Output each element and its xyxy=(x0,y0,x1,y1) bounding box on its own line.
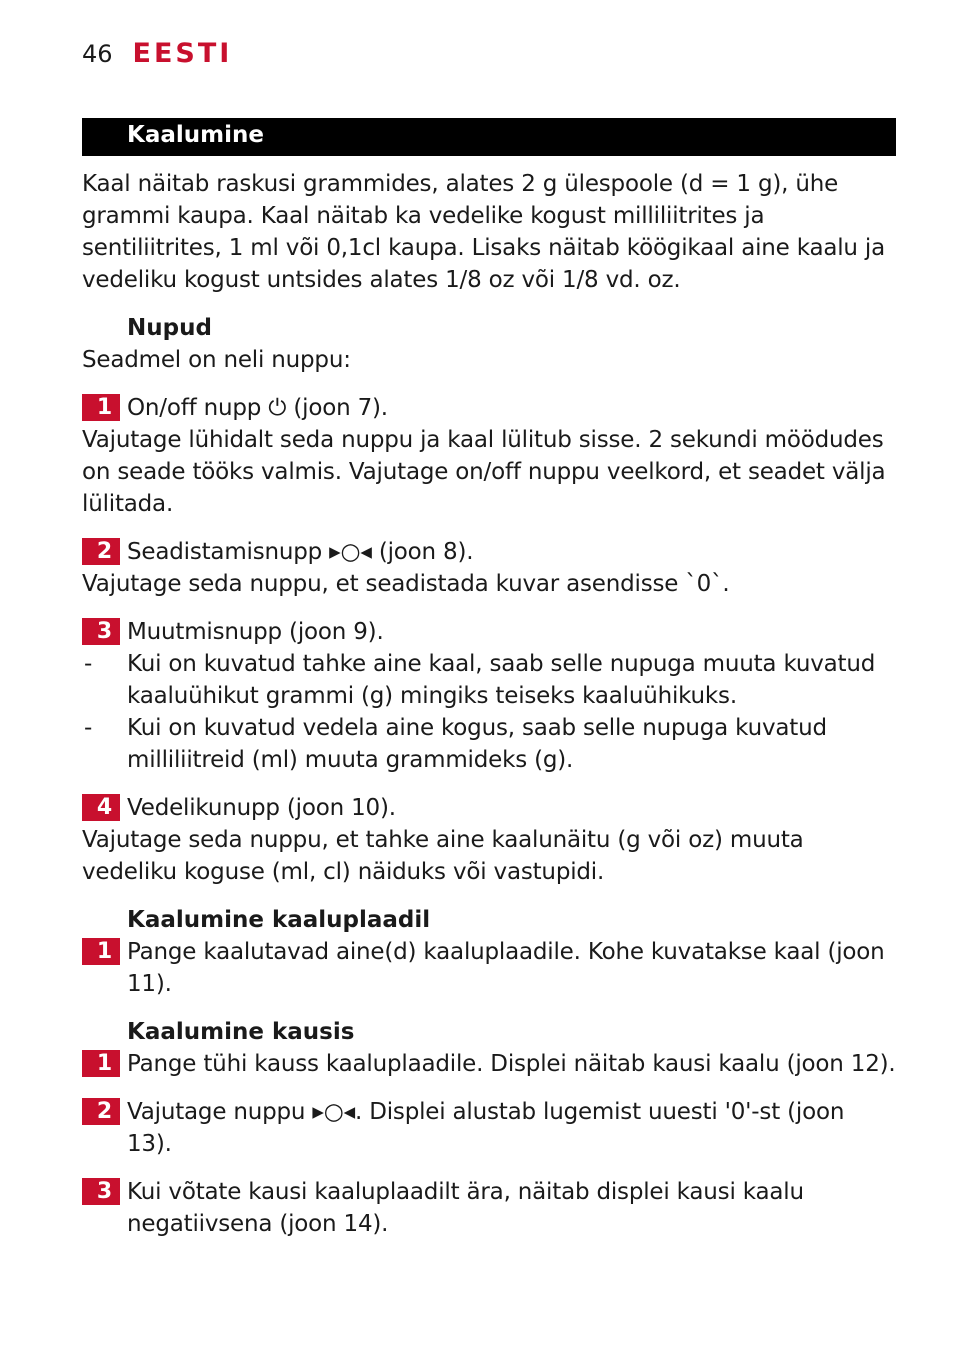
step-label: Seadistamisnupp ▸○◂ (joon 8). xyxy=(127,539,474,565)
step-number: 1 xyxy=(82,938,120,965)
step-number: 1 xyxy=(82,394,120,421)
buttons-heading: Nupud xyxy=(127,315,212,341)
list-item: - Kui on kuvatud tahke aine kaal, saab selle nupuga muuta kuvatud kaaluühikut grammi (g) mingiks teiseks kaaluühikuks. xyxy=(82,648,896,712)
bowl-heading: Kaalumine kausis xyxy=(127,1019,355,1045)
step-label: On/off nupp ⏻ (joon 7). xyxy=(127,395,388,421)
step-text: Vajutage nuppu ▸○◂. Displei alustab lugemist uuesti '0'-st (joon 13). xyxy=(127,1099,845,1157)
step-description: Vajutage lühidalt seda nuppu ja kaal lülitub sisse. 2 sekundi möödudes on seade tööks valmis. Vajutage on/off nuppu veelkord, et seadet välja lülitada. xyxy=(82,427,886,517)
step-description: Vajutage seda nuppu, et seadistada kuvar asendisse `0`. xyxy=(82,571,730,597)
page-header xyxy=(82,38,232,72)
buttons-intro: Seadmel on neli nuppu: xyxy=(82,347,351,373)
button-step-4 xyxy=(82,792,896,824)
list-item-text: Kui on kuvatud vedela aine kogus, saab selle nupuga kuvatud milliliitreid (ml) muuta grammideks (g). xyxy=(127,715,827,773)
step-number: 4 xyxy=(82,794,120,821)
plate-heading: Kaalumine kaaluplaadil xyxy=(127,907,431,933)
step-number: 2 xyxy=(82,538,120,565)
section-title-bar xyxy=(82,118,896,156)
plate-step-1 xyxy=(82,936,896,1000)
list-item: - Kui on kuvatud vedela aine kogus, saab selle nupuga kuvatud milliliitreid (ml) muuta grammideks (g). xyxy=(82,712,896,776)
step-number: 3 xyxy=(82,618,120,645)
button-step-3 xyxy=(82,616,896,648)
step-label: Vedelikunupp (joon 10). xyxy=(127,795,396,821)
button-step-1 xyxy=(82,392,896,424)
step-number: 2 xyxy=(82,1098,120,1125)
language-label: EESTI xyxy=(132,38,233,69)
step-label: Muutmisnupp (joon 9). xyxy=(127,619,384,645)
step-description: Vajutage seda nuppu, et tahke aine kaalunäitu (g või oz) muuta vedeliku koguse (ml, cl) näiduks või vastupidi. xyxy=(82,827,804,885)
list-item-text: Kui on kuvatud tahke aine kaal, saab selle nupuga muuta kuvatud kaaluühikut grammi (g) mingiks teiseks kaaluühikuks. xyxy=(127,651,876,709)
button-step-2 xyxy=(82,536,896,568)
step-text: Kui võtate kausi kaaluplaadilt ära, näitab displei kausi kaalu negatiivsena (joon 14). xyxy=(127,1179,804,1237)
step-number: 3 xyxy=(82,1178,120,1205)
bowl-step-2 xyxy=(82,1096,896,1160)
step-number: 1 xyxy=(82,1050,120,1077)
step-text: Pange tühi kauss kaaluplaadile. Displei näitab kausi kaalu (joon 12). xyxy=(127,1051,896,1077)
bowl-step-3 xyxy=(82,1176,896,1240)
step-text: Pange kaalutavad aine(d) kaaluplaadile. Kohe kuvatakse kaal (joon 11). xyxy=(127,939,885,997)
intro-paragraph: Kaal näitab raskusi grammides, alates 2 g ülespoole (d = 1 g), ühe grammi kaupa. Kaal näitab ka vedelike kogust milliliitrites ja sentiliitrites, 1 ml või 0,1cl kaupa. Lisaks näitab köögikaal aine kaalu ja vedeliku kogust untsides alates 1/8 oz või 1/8 vd. oz. xyxy=(82,171,885,293)
section-title: Kaalumine xyxy=(127,122,264,148)
page-number: 46 xyxy=(82,40,113,68)
bowl-step-1 xyxy=(82,1048,896,1080)
document-body xyxy=(82,168,896,1240)
